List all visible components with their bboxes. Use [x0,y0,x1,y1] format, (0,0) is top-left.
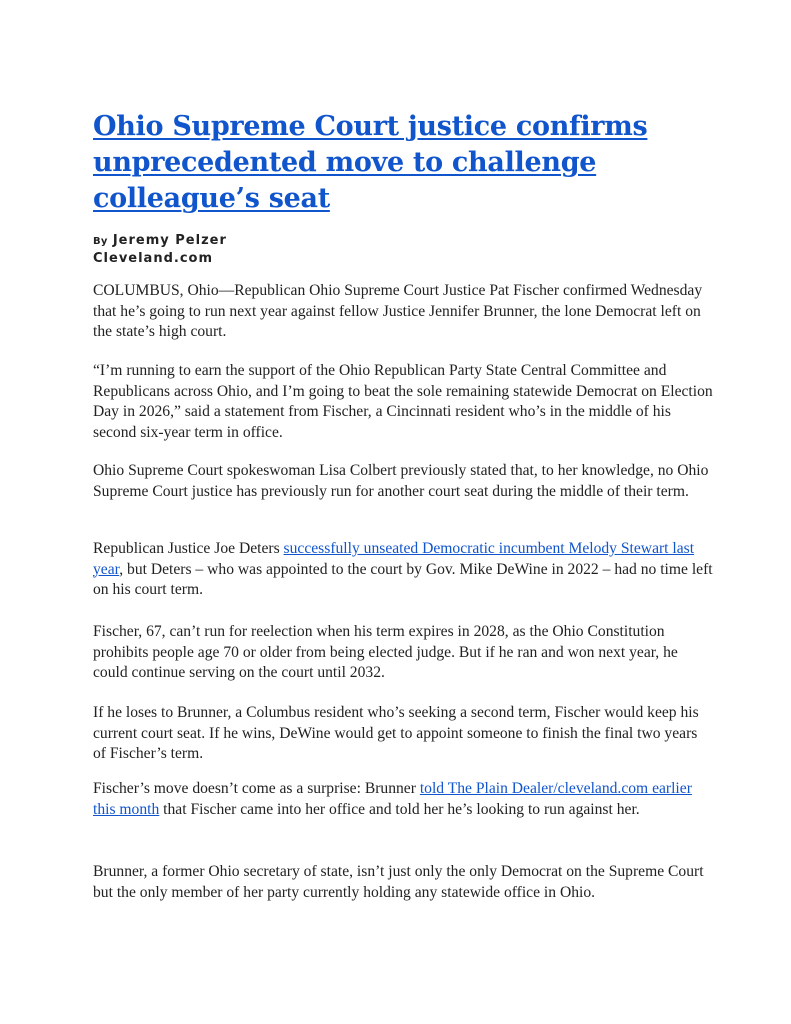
paragraph-2: “I’m running to earn the support of the Ohio Republican Party State Central Committee and Republicans across Ohio, and I’m going to beat the sole remaining statewide Democrat on Election Day in 2026,” said a statement from Fischer, a Cincinnati resident who’s in the middle of his second six-year term in office. [93,362,713,441]
paragraph-4-text-after: , but Deters – who was appointed to the court by Gov. Mike DeWine in 2022 – had no time left on his court term. [93,560,713,598]
paragraph-8: Brunner, a former Ohio secretary of state, isn’t just only the only Democrat on the Supreme Court but the only member of her party currently holding any statewide office in Ohio. [93,863,704,901]
byline-outlet: Cleveland.com [93,251,214,266]
article-headline-link[interactable]: Ohio Supreme Court justice confirms unprecedented move to challenge colleague’s seat [93,111,648,214]
byline-author: Jeremy Pelzer [112,233,227,248]
paragraph-4-text-before: Republican Justice Joe Deters [93,540,284,557]
paragraph-5: Fischer, 67, can’t run for reelection when his term expires in 2028, as the Ohio Constitution prohibits people age 70 or older from being elected judge. But if he ran and won next year, he could continue serving on the court until 2032. [93,623,678,681]
paragraph-4 [93,539,713,601]
byline [93,230,227,267]
paragraph-7 [93,779,713,820]
paragraph-7-text-before: Fischer’s move doesn’t come as a surprise: Brunner [93,780,420,797]
plain-dealer-article-link[interactable]: told The Plain Dealer/cleveland.com earlier this month [93,780,692,818]
paragraph-3: Ohio Supreme Court spokeswoman Lisa Colbert previously stated that, to her knowledge, no Ohio Supreme Court justice has previously run for another court seat during the middle of their term. [93,462,709,500]
melody-stewart-article-link[interactable]: successfully unseated Democratic incumbent Melody Stewart last year [93,540,695,578]
byline-prefix: By [93,236,108,247]
paragraph-1: COLUMBUS, Ohio—Republican Ohio Supreme Court Justice Pat Fischer confirmed Wednesday that he’s going to run next year against fellow Justice Jennifer Brunner, the lone Democrat left on the state’s high court. [93,282,703,340]
byline-author-line [93,230,227,251]
paragraph-6: If he loses to Brunner, a Columbus resident who’s seeking a second term, Fischer would keep his current court seat. If he wins, DeWine would get to appoint someone to finish the final two years of Fischer’s term. [93,704,699,762]
paragraph-7-text-after: that Fischer came into her office and told her he’s looking to run against her. [159,800,640,818]
